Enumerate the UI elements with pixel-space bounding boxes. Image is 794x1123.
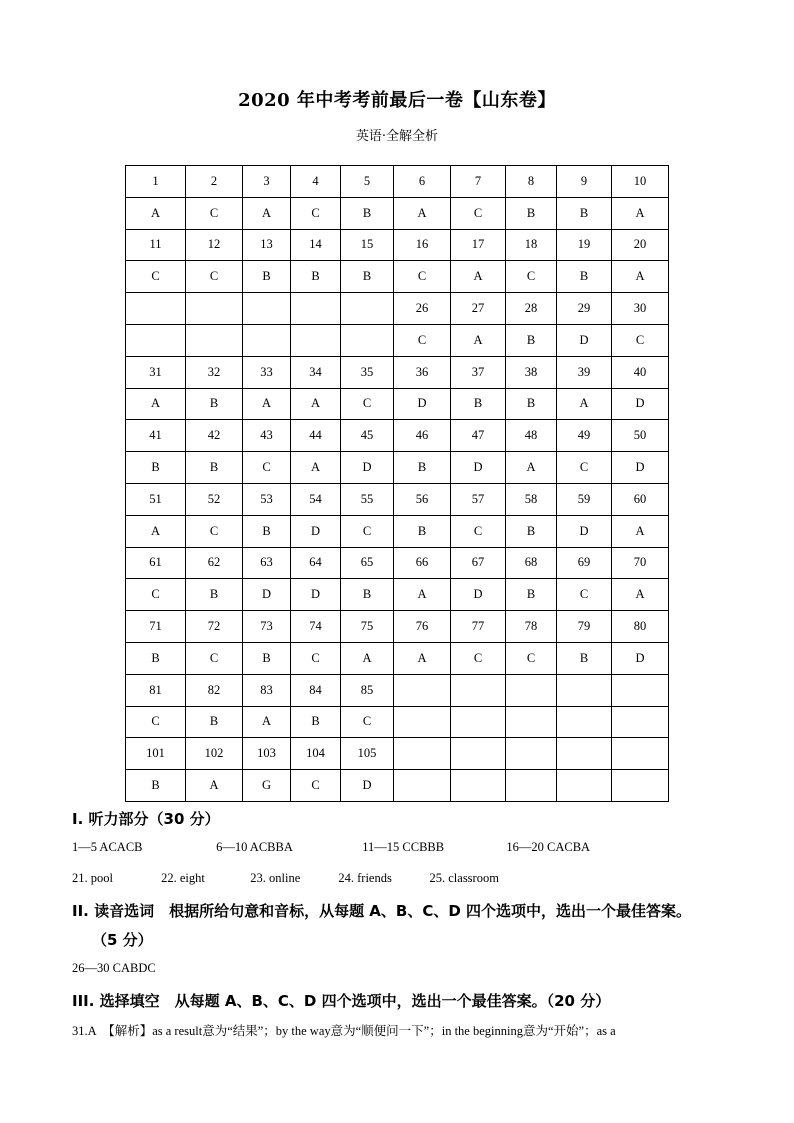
table-cell: 5 — [341, 166, 394, 198]
table-cell: 30 — [612, 293, 669, 325]
table-cell: C — [291, 197, 341, 229]
table-cell: 63 — [243, 547, 291, 579]
table-row — [126, 706, 669, 738]
table-row — [126, 515, 669, 547]
table-cell — [394, 738, 451, 770]
table-cell: 39 — [557, 356, 612, 388]
table-cell: 31 — [126, 356, 186, 388]
table-row — [126, 261, 669, 293]
table-cell: B — [341, 197, 394, 229]
table-cell: 10 — [612, 166, 669, 198]
table-cell: A — [243, 197, 291, 229]
table-cell: B — [126, 770, 186, 802]
table-cell: C — [506, 642, 557, 674]
table-cell: A — [186, 770, 243, 802]
table-cell — [186, 293, 243, 325]
table-cell: B — [243, 261, 291, 293]
table-cell: 20 — [612, 229, 669, 261]
answer-group: 1—5 ACACB — [72, 840, 143, 854]
table-cell: 77 — [451, 611, 506, 643]
table-cell: 14 — [291, 229, 341, 261]
table-cell — [186, 324, 243, 356]
table-cell: D — [341, 770, 394, 802]
table-cell: C — [243, 452, 291, 484]
table-cell: A — [394, 642, 451, 674]
table-cell: 59 — [557, 483, 612, 515]
table-cell: 44 — [291, 420, 341, 452]
answer-table — [125, 165, 669, 802]
table-cell: 38 — [506, 356, 557, 388]
table-cell: 101 — [126, 738, 186, 770]
table-cell: D — [612, 452, 669, 484]
table-cell — [612, 674, 669, 706]
table-cell: 8 — [506, 166, 557, 198]
table-cell: A — [394, 579, 451, 611]
table-cell: 4 — [291, 166, 341, 198]
table-cell: C — [557, 579, 612, 611]
page-title: 2020 年中考考前最后一卷【山东卷】 — [238, 90, 556, 111]
table-cell: D — [557, 324, 612, 356]
answer-group: 11—15 CCBBB — [362, 840, 445, 854]
table-row — [126, 483, 669, 515]
table-cell: C — [451, 515, 506, 547]
table-cell: 19 — [557, 229, 612, 261]
table-cell: C — [394, 261, 451, 293]
table-cell: 28 — [506, 293, 557, 325]
table-cell: 80 — [612, 611, 669, 643]
table-cell: 79 — [557, 611, 612, 643]
table-cell: 74 — [291, 611, 341, 643]
table-cell: C — [186, 642, 243, 674]
table-cell — [394, 674, 451, 706]
table-cell: A — [451, 261, 506, 293]
table-cell — [506, 738, 557, 770]
table-cell — [394, 770, 451, 802]
table-cell: B — [394, 515, 451, 547]
table-cell: C — [451, 642, 506, 674]
table-cell: A — [291, 388, 341, 420]
table-cell: C — [126, 261, 186, 293]
table-cell: C — [557, 452, 612, 484]
table-row — [126, 452, 669, 484]
table-cell: B — [186, 452, 243, 484]
table-cell: 85 — [341, 674, 394, 706]
table-cell: 68 — [506, 547, 557, 579]
table-cell: A — [243, 706, 291, 738]
table-cell: 9 — [557, 166, 612, 198]
table-row — [126, 166, 669, 198]
table-cell: 1 — [126, 166, 186, 198]
table-cell: C — [394, 324, 451, 356]
section-1-heading: I. 听力部分（30 分） — [72, 810, 220, 828]
table-row — [126, 420, 669, 452]
table-cell — [506, 770, 557, 802]
table-cell: A — [612, 197, 669, 229]
table-cell — [557, 706, 612, 738]
answer-group: 6—10 ACBBA — [216, 840, 293, 854]
table-cell: 54 — [291, 483, 341, 515]
table-cell — [451, 770, 506, 802]
table-cell: A — [451, 324, 506, 356]
table-cell: 40 — [612, 356, 669, 388]
table-cell: 43 — [243, 420, 291, 452]
table-cell: 57 — [451, 483, 506, 515]
table-cell: C — [291, 770, 341, 802]
table-cell: A — [612, 515, 669, 547]
table-cell: 27 — [451, 293, 506, 325]
table-cell: 16 — [394, 229, 451, 261]
table-cell: A — [126, 515, 186, 547]
table-cell: A — [243, 388, 291, 420]
table-cell: C — [341, 388, 394, 420]
table-cell: C — [341, 706, 394, 738]
table-cell: 45 — [341, 420, 394, 452]
fill-answer: 23. online — [250, 871, 301, 885]
table-cell: B — [506, 579, 557, 611]
table-cell: 32 — [186, 356, 243, 388]
table-cell: B — [186, 706, 243, 738]
table-cell: B — [341, 579, 394, 611]
table-cell: 81 — [126, 674, 186, 706]
table-cell: B — [291, 261, 341, 293]
section-3-heading: III. 选择填空 从每题 A、B、C、D 四个选项中，选出一个最佳答案。（20 分） — [72, 992, 611, 1010]
table-cell: C — [186, 261, 243, 293]
table-cell — [612, 738, 669, 770]
table-row — [126, 388, 669, 420]
table-cell: B — [126, 452, 186, 484]
table-cell: B — [557, 197, 612, 229]
table-cell: B — [506, 324, 557, 356]
table-cell: 103 — [243, 738, 291, 770]
table-cell: A — [612, 261, 669, 293]
table-cell: 73 — [243, 611, 291, 643]
table-row — [126, 293, 669, 325]
fill-answer: 24. friends — [338, 871, 392, 885]
table-cell: 53 — [243, 483, 291, 515]
table-cell: C — [341, 515, 394, 547]
table-cell: 104 — [291, 738, 341, 770]
table-cell: 64 — [291, 547, 341, 579]
table-cell — [341, 324, 394, 356]
table-cell — [612, 706, 669, 738]
table-cell — [291, 293, 341, 325]
table-row — [126, 738, 669, 770]
table-cell: 82 — [186, 674, 243, 706]
table-cell: 72 — [186, 611, 243, 643]
table-cell: 3 — [243, 166, 291, 198]
section-2-answers: 26—30 CABDC — [72, 961, 156, 975]
table-cell: C — [186, 515, 243, 547]
fill-answer: 22. eight — [161, 871, 205, 885]
table-cell — [506, 674, 557, 706]
table-row — [126, 324, 669, 356]
table-cell: 65 — [341, 547, 394, 579]
table-cell: C — [186, 197, 243, 229]
table-cell: 58 — [506, 483, 557, 515]
table-cell — [451, 674, 506, 706]
table-row — [126, 197, 669, 229]
table-cell: B — [243, 515, 291, 547]
fill-answer: 21. pool — [72, 871, 113, 885]
table-cell: B — [451, 388, 506, 420]
table-cell — [341, 293, 394, 325]
table-cell: 49 — [557, 420, 612, 452]
table-cell: 18 — [506, 229, 557, 261]
table-cell: 37 — [451, 356, 506, 388]
table-cell — [243, 293, 291, 325]
table-cell: 69 — [557, 547, 612, 579]
table-cell — [243, 324, 291, 356]
table-cell — [451, 706, 506, 738]
table-cell: C — [126, 706, 186, 738]
table-cell: C — [126, 579, 186, 611]
table-cell: 6 — [394, 166, 451, 198]
table-cell: A — [341, 642, 394, 674]
table-cell: B — [291, 706, 341, 738]
table-cell: 75 — [341, 611, 394, 643]
table-cell: 29 — [557, 293, 612, 325]
table-cell: B — [506, 388, 557, 420]
table-cell: D — [291, 579, 341, 611]
table-cell: B — [341, 261, 394, 293]
table-cell: C — [612, 324, 669, 356]
table-cell: 13 — [243, 229, 291, 261]
table-cell — [394, 706, 451, 738]
table-cell: 51 — [126, 483, 186, 515]
table-cell: 2 — [186, 166, 243, 198]
table-cell: D — [451, 579, 506, 611]
table-cell: A — [394, 197, 451, 229]
table-cell: 17 — [451, 229, 506, 261]
table-row — [126, 579, 669, 611]
table-cell: 50 — [612, 420, 669, 452]
table-cell: 41 — [126, 420, 186, 452]
table-cell: 7 — [451, 166, 506, 198]
table-row — [126, 674, 669, 706]
table-cell: B — [557, 642, 612, 674]
table-cell: 84 — [291, 674, 341, 706]
table-cell: B — [186, 579, 243, 611]
table-cell: 67 — [451, 547, 506, 579]
table-cell: D — [451, 452, 506, 484]
table-cell: A — [291, 452, 341, 484]
table-cell: G — [243, 770, 291, 802]
table-cell: B — [186, 388, 243, 420]
table-cell: A — [557, 388, 612, 420]
table-cell: 42 — [186, 420, 243, 452]
table-cell — [291, 324, 341, 356]
table-cell: 71 — [126, 611, 186, 643]
table-row — [126, 356, 669, 388]
table-cell: 12 — [186, 229, 243, 261]
table-row — [126, 611, 669, 643]
table-cell: D — [243, 579, 291, 611]
table-cell: 83 — [243, 674, 291, 706]
table-cell — [451, 738, 506, 770]
table-cell: 15 — [341, 229, 394, 261]
table-cell: B — [506, 197, 557, 229]
table-row — [126, 642, 669, 674]
section-1-group-answers — [72, 840, 590, 855]
table-cell: D — [341, 452, 394, 484]
table-cell: 56 — [394, 483, 451, 515]
table-cell: 66 — [394, 547, 451, 579]
table-cell: D — [557, 515, 612, 547]
table-cell: 76 — [394, 611, 451, 643]
table-cell: D — [612, 388, 669, 420]
table-cell: 102 — [186, 738, 243, 770]
table-cell: 60 — [612, 483, 669, 515]
table-cell: 55 — [341, 483, 394, 515]
table-cell: 105 — [341, 738, 394, 770]
table-cell: 34 — [291, 356, 341, 388]
table-cell: C — [451, 197, 506, 229]
table-cell: A — [126, 388, 186, 420]
table-cell: B — [126, 642, 186, 674]
table-cell: 26 — [394, 293, 451, 325]
table-cell: 47 — [451, 420, 506, 452]
table-cell: A — [612, 579, 669, 611]
table-cell: 52 — [186, 483, 243, 515]
table-cell: 46 — [394, 420, 451, 452]
table-cell: 62 — [186, 547, 243, 579]
table-cell: B — [394, 452, 451, 484]
table-row — [126, 770, 669, 802]
table-cell: 78 — [506, 611, 557, 643]
table-cell: 11 — [126, 229, 186, 261]
question-31-explanation: 31.A 【解析】as a result意为“结果”；by the way意为“顺便问一下”；in the beginning意为“开始”；as a — [72, 1024, 616, 1038]
section-1-fill-answers — [72, 871, 499, 886]
table-row — [126, 547, 669, 579]
section-2-heading-points: （5 分） — [92, 931, 153, 949]
table-row — [126, 229, 669, 261]
table-cell: D — [612, 642, 669, 674]
table-cell: A — [126, 197, 186, 229]
fill-answer: 25. classroom — [429, 871, 499, 885]
table-cell: C — [506, 261, 557, 293]
table-cell: 36 — [394, 356, 451, 388]
table-cell: 48 — [506, 420, 557, 452]
table-cell: C — [291, 642, 341, 674]
table-cell — [126, 293, 186, 325]
answer-group: 16—20 CACBA — [506, 840, 591, 854]
table-cell: D — [291, 515, 341, 547]
section-2-heading: II. 读音选词 根据所给句意和音标，从每题 A、B、C、D 四个选项中，选出一个最佳答案。 — [72, 902, 692, 920]
table-cell: B — [506, 515, 557, 547]
table-cell — [557, 770, 612, 802]
table-cell: 70 — [612, 547, 669, 579]
page-subtitle: 英语·全解全析 — [355, 129, 439, 144]
table-cell — [126, 324, 186, 356]
table-cell: B — [243, 642, 291, 674]
table-cell — [506, 706, 557, 738]
table-cell: B — [557, 261, 612, 293]
table-cell: A — [506, 452, 557, 484]
table-cell: 35 — [341, 356, 394, 388]
table-cell: 61 — [126, 547, 186, 579]
table-cell — [557, 738, 612, 770]
table-cell: 33 — [243, 356, 291, 388]
table-cell: D — [394, 388, 451, 420]
table-cell — [612, 770, 669, 802]
table-cell — [557, 674, 612, 706]
